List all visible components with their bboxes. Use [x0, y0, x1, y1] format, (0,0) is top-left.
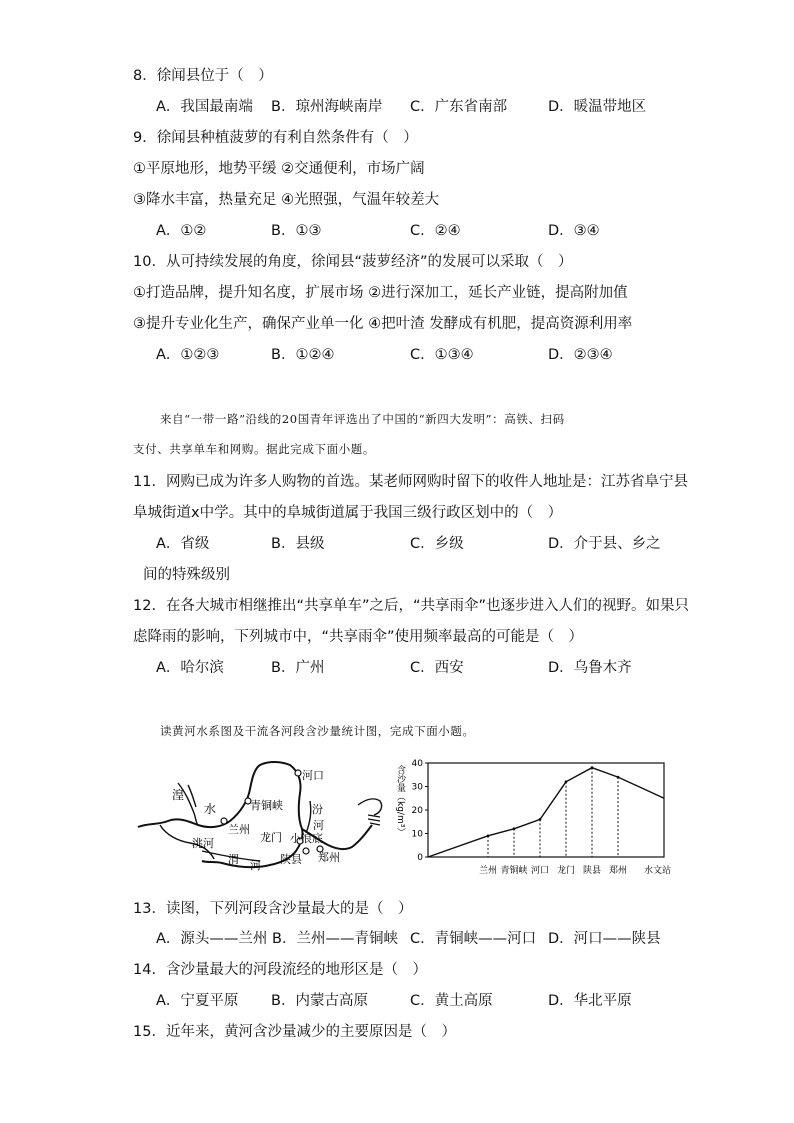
yellow-river-map — [130, 755, 400, 875]
chart-y-axis-label: 含沙量（kg/m³） — [395, 765, 405, 837]
q11-stem-1: 11．网购已成为许多人购物的首选。某老师网购时留下的收件人地址是：江苏省阜宁县 — [133, 474, 688, 490]
y-tick-label: 20 — [411, 806, 423, 816]
map-label-lanzhou: 兰州 — [228, 823, 250, 836]
q12-option-c: C．西安 — [410, 660, 464, 676]
q13-option-d: D．河口——陕县 — [548, 931, 661, 947]
q9-item-1: ①平原地形，地势平缓 ②交通便利，市场广阔 — [133, 161, 425, 177]
data-point — [513, 827, 516, 830]
q10-item-2: ③提升专业化生产，确保产业单一化 ④把叶渣 发酵成有机肥，提高资源利用率 — [133, 316, 633, 332]
map-label-xiaolangdi: 小浪底 — [290, 832, 323, 845]
q10-option-c: C．①③④ — [410, 347, 474, 363]
q9-option-c: C．②④ — [410, 223, 461, 239]
q11-option-a: A．省级 — [156, 536, 210, 552]
q12-option-a: A．哈尔滨 — [156, 660, 224, 676]
intro-2: 读黄河水系图及干流各河段含沙量统计图，完成下面小题。 — [160, 724, 475, 738]
q14-option-a: A．宁夏平原 — [156, 993, 239, 1009]
q9-item-2: ③降水丰富，热量充足 ④光照强，气温年较差大 — [133, 192, 440, 208]
sediment-chart — [388, 755, 678, 880]
q9-option-d: D．③④ — [548, 223, 600, 239]
y-tick-label: 0 — [417, 853, 423, 863]
q14-stem: 14．含沙量最大的河段流经的地形区是（ ） — [133, 962, 427, 978]
chart-x-axis-label: 水文站 — [644, 866, 672, 876]
map-label-hekou: 河口 — [302, 769, 324, 782]
q10-option-a: A．①②③ — [156, 347, 220, 363]
q15-stem: 15．近年来，黄河含沙量减少的主要原因是（ ） — [133, 1024, 456, 1040]
q9-option-a: A．①② — [156, 223, 207, 239]
x-tick-label: 河口 — [530, 866, 550, 876]
q14-option-c: C．黄土高原 — [410, 993, 493, 1009]
map-label-fen: 汾 — [312, 803, 323, 816]
q10-option-d: D．②③④ — [548, 347, 613, 363]
x-tick-label: 兰州 — [478, 866, 498, 876]
x-tick-label: 郑州 — [608, 866, 628, 876]
map-label-shanxian: 陕县 — [280, 853, 302, 866]
q8-option-d: D．暖温带地区 — [548, 99, 647, 115]
q8-option-b: B．琼州海峡南岸 — [271, 99, 383, 115]
q9-stem: 9．徐闻县种植菠萝的有利自然条件有（ ） — [133, 130, 418, 146]
q14-option-d: D．华北平原 — [548, 993, 632, 1009]
q13-stem: 13．读图，下列河段含沙量最大的是（ ） — [133, 901, 413, 917]
data-point — [539, 818, 542, 821]
q14-option-b: B．内蒙古高原 — [271, 993, 368, 1009]
q11-option-b: B．县级 — [271, 536, 325, 552]
intro-1-line-1: 来自“一带一路”沿线的20国青年评选出了中国的“新四大发明”：高铁、扫码 — [160, 412, 565, 426]
data-point — [617, 776, 620, 779]
y-tick-label: 40 — [411, 759, 423, 769]
q13-option-c: C．青铜峡——河口 — [410, 931, 537, 947]
map-label-huang: 湟 — [172, 788, 185, 802]
q8-option-c: C．广东省南部 — [410, 99, 508, 115]
q8-stem: 8．徐闻县位于（ ） — [133, 68, 273, 84]
q11-option-c: C．乡级 — [410, 536, 464, 552]
q9-option-b: B．①③ — [271, 223, 322, 239]
map-label-zhengzhou: 郑州 — [318, 851, 340, 864]
map-label-shui: 水 — [204, 802, 217, 816]
q11-stem-2: 阜城街道x中学。其中的阜城街道属于我国三级行政区划中的（ ） — [133, 505, 563, 521]
q12-stem-2: 虑降雨的影响，下列城市中，“共享雨伞”使用频率最高的可能是（ ） — [133, 629, 584, 645]
map-label-longmen: 龙门 — [260, 831, 282, 844]
data-point — [487, 834, 490, 837]
x-tick-label: 龙门 — [556, 866, 576, 876]
q8-option-a: A．我国最南端 — [156, 99, 253, 115]
map-label-qingtongxia: 青铜峡 — [250, 799, 283, 812]
intro-1-line-2: 支付、共享单车和网购。据此完成下面小题。 — [133, 442, 375, 456]
q12-stem-1: 12．在各大城市相继推出“共享单车”之后，“共享雨伞”也逐步进入人们的视野。如果只 — [133, 598, 689, 614]
q13-option-a-b: A．源头——兰州 B．兰州——青铜峡 — [156, 931, 398, 947]
map-label-taohe: 洮河 — [192, 837, 214, 850]
sediment-series-line — [428, 768, 664, 857]
q12-option-d: D．乌鲁木齐 — [548, 660, 632, 676]
y-tick-label: 30 — [411, 782, 423, 793]
data-point — [565, 780, 568, 783]
x-tick-label: 陕县 — [582, 866, 602, 876]
q12-option-b: B．广州 — [271, 660, 325, 676]
map-label-wei: 渭 — [228, 853, 239, 866]
q11-option-d: D．介于县、乡之 — [548, 536, 661, 552]
q11-option-d-wrap: 间的特殊级别 — [143, 567, 230, 583]
map-label-he: 河 — [313, 819, 324, 832]
q10-item-1: ①打造品牌，提升知名度，扩展市场 ②进行深加工，延长产业链，提高附加值 — [133, 285, 628, 301]
data-point — [591, 766, 594, 769]
q10-stem: 10．从可持续发展的角度，徐闻县“菠萝经济”的发展可以采取（ ） — [133, 254, 573, 270]
q10-option-b: B．①②④ — [271, 347, 335, 363]
y-tick-label: 10 — [411, 829, 423, 840]
map-label-he-2: 河 — [250, 859, 261, 872]
x-tick-label: 青铜峡 — [500, 866, 528, 876]
